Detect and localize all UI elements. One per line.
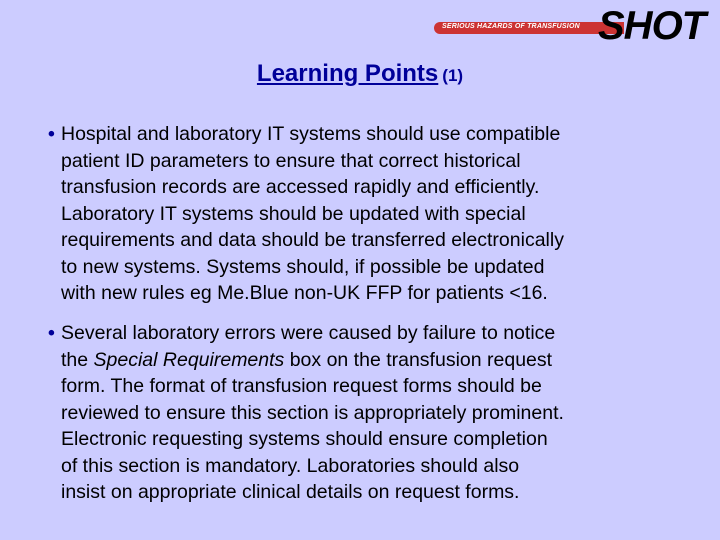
bullet-line-text: Several laboratory errors were caused by failure to notice bbox=[61, 322, 556, 344]
bullet-line: Laboratory IT systems should be updated with special bbox=[61, 202, 526, 225]
bullet-line bbox=[48, 121, 648, 148]
bullet-line-prefix: the bbox=[61, 348, 94, 371]
slide-title bbox=[0, 60, 720, 88]
slide-title-number: (1) bbox=[442, 66, 464, 85]
bullet-line bbox=[48, 320, 648, 347]
bullet-dot: • bbox=[48, 123, 55, 145]
bullet-line: reviewed to ensure this section is appropriately prominent. bbox=[61, 401, 564, 424]
bullet-line: Electronic requesting systems should ensure completion bbox=[61, 428, 548, 450]
bullet-special-requirements bbox=[48, 320, 648, 506]
bullet-line: requirements and data should be transferred electronically bbox=[61, 229, 564, 251]
shot-logo bbox=[432, 6, 712, 46]
slide-title-text: Learning Points bbox=[256, 60, 439, 87]
bullet-line: patient ID parameters to ensure that correct historical bbox=[61, 149, 521, 172]
bullet-dot: • bbox=[48, 322, 55, 344]
logo-wordmark: SHOT bbox=[598, 4, 706, 48]
bullet-line: form. The format of transfusion request forms should be bbox=[61, 375, 542, 397]
bullet-line: insist on appropriate clinical details on request forms. bbox=[61, 481, 520, 503]
bullet-line: with new rules eg Me.Blue non-UK FFP for patients <16. bbox=[61, 282, 548, 304]
bullet-line: of this section is mandatory. Laboratories should also bbox=[61, 454, 520, 477]
bullet-line-suffix: box on the transfusion request bbox=[284, 348, 553, 371]
bullet-line-text: Hospital and laboratory IT systems should use compatible bbox=[61, 123, 561, 145]
bullet-line: transfusion records are accessed rapidly and efficiently. bbox=[61, 176, 540, 198]
logo-tagline: SERIOUS HAZARDS OF TRANSFUSION bbox=[442, 23, 580, 30]
bullet-it-systems bbox=[48, 121, 648, 307]
special-requirements-term: Special Requirements bbox=[93, 348, 285, 371]
bullet-line: to new systems. Systems should, if possible be updated bbox=[61, 255, 545, 278]
bullet-line bbox=[48, 347, 648, 374]
